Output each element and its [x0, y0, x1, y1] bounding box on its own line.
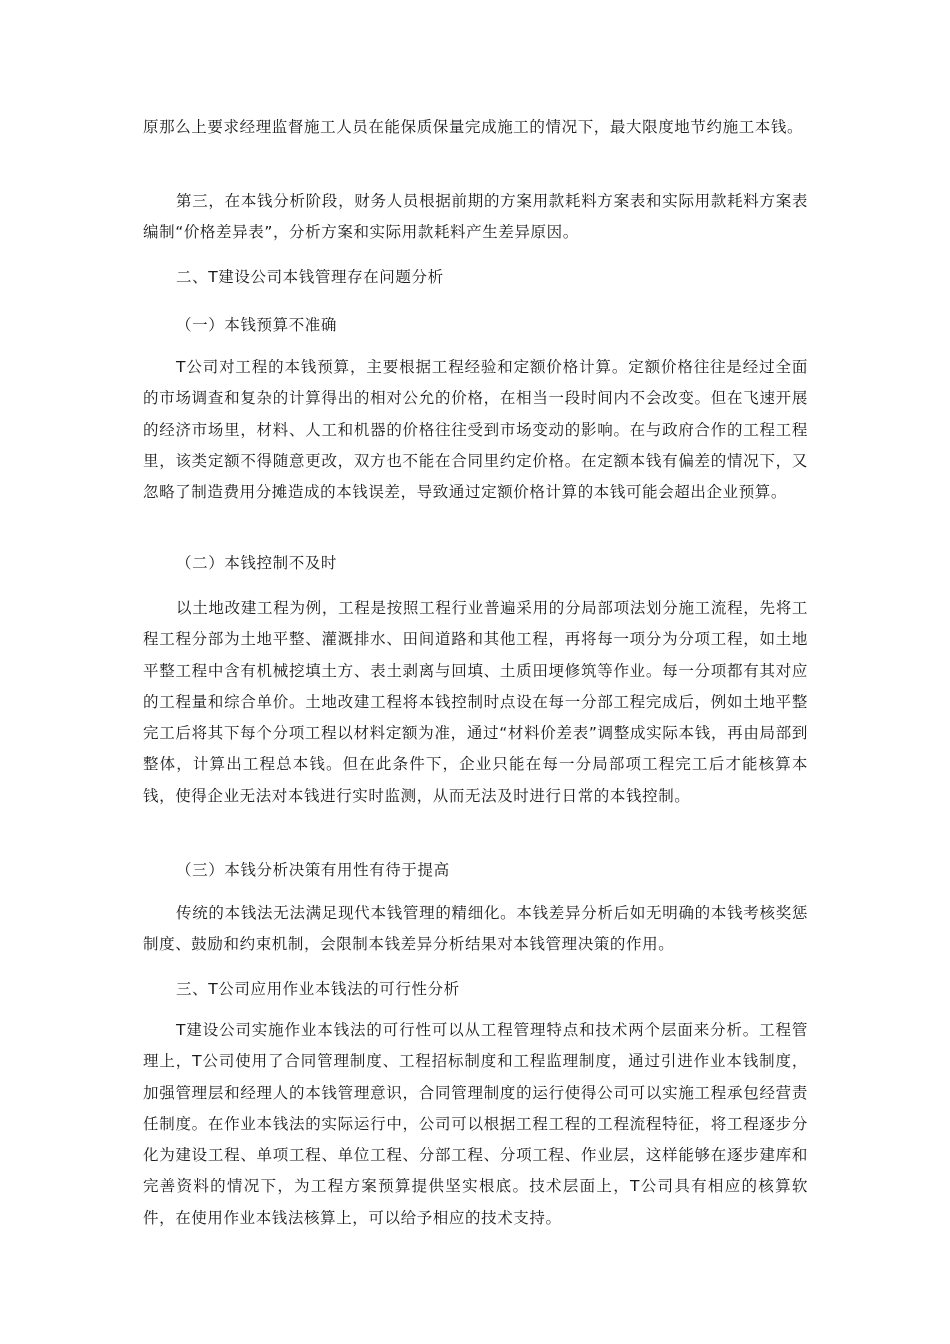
paragraph-third-point: 第三，在本钱分析阶段，财务人员根据前期的方案用款耗料方案表和实际用款耗料方案表编制“价格差异表”，分析方案和实际用款耗料产生差异原因。 [143, 192, 808, 242]
subsection-heading-2-2: （二）本钱控制不及时 [176, 554, 338, 572]
paragraph-control: 以土地改建工程为例，工程是按照工程行业普遍采用的分局部项法划分施工流程，先将工程工程分部为土地平整、灌溉排水、田间道路和其他工程，再将每一项分为分项工程，如土地平整工程中含有机械挖填土方、表土剥离与回填、土质田埂修筑等作业。每一分项都有其对应的工程量和综合单价。土地改建工程将本钱控制时点设在每一分部工程完成后，例如土地平整完工后将其下每个分项工程以材料定额为准，通过“材料价差表”调整成实际本钱，再由局部到整体，计算出工程总本钱。但在此条件下，企业只能在每一分局部项工程完工后才能核算本钱，使得企业无法对本钱进行实时监测，从而无法及时进行日常的本钱控制。 [143, 599, 808, 805]
paragraph-continuation: 原那么上要求经理监督施工人员在能保质保量完成施工的情况下，最大限度地节约施工本钱。 [143, 118, 804, 136]
paragraph-budget: T公司对工程的本钱预算，主要根据工程经验和定额价格计算。定额价格往往是经过全面的市场调查和复杂的计算得出的相对公允的价格，在相当一段时间内不会改变。但在飞速开展的经济市场里，材料、人工和机器的价格往往受到市场变动的影响。在与政府合作的工程工程里，该类定额不得随意更改，双方也不能在合同里约定价格。在定额本钱有偏差的情况下，又忽略了制造费用分摊造成的本钱误差，导致通过定额价格计算的本钱可能会超出企业预算。 [143, 358, 808, 502]
subsection-heading-2-3: （三）本钱分析决策有用性有待于提高 [176, 861, 450, 879]
subsection-heading-2-1: （一）本钱预算不准确 [176, 316, 338, 334]
section-heading-3: 三、T公司应用作业本钱法的可行性分析 [176, 980, 460, 998]
paragraph-analysis: 传统的本钱法无法满足现代本钱管理的精细化。本钱差异分析后如无明确的本钱考核奖惩制度、鼓励和约束机制，会限制本钱差异分析结果对本钱管理决策的作用。 [143, 904, 808, 954]
section-heading-2: 二、T建设公司本钱管理存在问题分析 [176, 268, 444, 286]
paragraph-feasibility: T建设公司实施作业本钱法的可行性可以从工程管理特点和技术两个层面来分析。工程管理上，T公司使用了合同管理制度、工程招标制度和工程监理制度，通过引进作业本钱制度，加强管理层和经理人的本钱管理意识，合同管理制度的运行使得公司可以实施工程承包经营责任制度。在作业本钱法的实际运行中，公司可以根据工程工程的工程流程特征，将工程逐步分化为建设工程、单项工程、单位工程、分部工程、分项工程、作业层，这样能够在逐步建库和完善资料的情况下，为工程方案预算提供坚实根底。技术层面上，T公司具有相应的核算软件，在使用作业本钱法核算上，可以给予相应的技术支持。 [143, 1021, 808, 1227]
